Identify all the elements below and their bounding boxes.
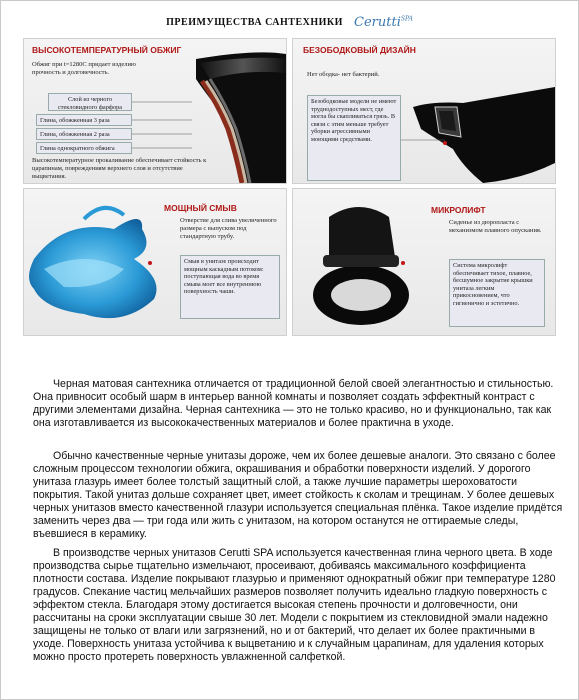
layer-label: Глина, обожженная 2 раза: [36, 128, 132, 140]
layer-label: Глина, обожженная 3 раза: [36, 114, 132, 126]
paragraph-1: Черная матовая сантехника отличается от традиционной белой своей элегантностью и стильностью. Она привносит особый шарм в интерьер ванной комнаты и позволяет создать эффектный контраст с другими элементами дизайна. Черная сантехника — это не только красиво, но и функционально, так как она изготавливается из высококачественных материалов и более практична в уходе.: [33, 378, 554, 429]
panel-intro: Отверстие для слива увеличенного размера с выпуском под стандартную трубу.: [180, 217, 277, 240]
paragraph-3: В производстве черных унитазов Cerutti SPA используется качественная глина черного цвета. В ходе производства сырье тщательно измельчают, просеивают, добиваясь максимального коэффициента плотности состава. Изделие покрывают глазурью и применяют однократный обжиг при температуре 1280 градусов. Спекание частиц мельчайших размеров позволяет получить идеально гладкую поверхность с эффектом стекла. Благодаря этому достигается высокая степень прочности и долговечности, они рассчитаны на сроки эксплуатации свыше 30 лет. Модели с покрытием из стекловидной эмали надежно защищены не только от влаги или загрязнений, но и от бактерий, что делает их более практичными в уходе. Поверхность унитаза устойчива к выцветанию и к случайным царапинам, для удаления которых можно просто протереть поверхность увлажненной салфеткой.: [33, 547, 556, 663]
paragraph-2: Обычно качественные черные унитазы дороже, чем их более дешевые аналоги. Это связано с более сложным процессом технологии обжига, окрашивания и обработки поверхности изделий. У дорогого унитаза глазурь имеет более толстый защитный слой, а также лучшие параметры шероховатости покрытия. Такой унитаз дольше сохраняет цвет, имеет стойкость к сколам и трещинам. У более дешевых черных унитазов вместо качественной глазури используется специальная плёнка. Такое изделие придётся заменить через два — три года или жить с унитазом, на котором останутся не оттираемые следы, въевшиеся в керамику.: [33, 450, 563, 540]
header-title: ПРЕИМУЩЕСТВА САНТЕХНИКИ: [166, 17, 343, 28]
panel-intro: Нет ободка- нет бактерий.: [307, 71, 380, 78]
toilet-seat-image: [299, 197, 429, 333]
layer-label: Слой из черного стекловидного фарфора: [48, 93, 132, 111]
panel-footer: Высокотемпературное прокаливание обеспечивает стойкость к царапинам, повреждениям верхнего слоя и отсутствие выцветания.: [32, 157, 207, 180]
panel-title: БЕЗОБОДКОВЫЙ ДИЗАЙН: [303, 45, 416, 55]
panel-flush: [23, 188, 287, 336]
panel-rimless: [292, 38, 556, 184]
panel-intro: Сиденье из дюропласта с механизмом плавного опускания.: [449, 219, 542, 234]
info-box: Безободковые модели не имеют труднодоступных мест, где могла бы скапливаться грязь. В связи с этим меньше требует уборки агрессивными моющими средствами.: [307, 95, 401, 181]
leader-lines: [132, 94, 202, 154]
rimless-bowl-image: [413, 67, 555, 183]
panel-title: ВЫСОКОТЕМПЕРАТУРНЫЙ ОБЖИГ: [32, 45, 182, 55]
brand-logo: Cerutti$^{SPA}$: [354, 15, 413, 30]
panel-microlift: [292, 188, 556, 336]
header: [0, 12, 579, 40]
info-box: Смыв в унитазе происходит мощным каскадным потоком: поступающая вода во время смыва моет все внутреннюю поверхность чаши.: [180, 255, 280, 319]
panel-title: МОЩНЫЙ СМЫВ: [164, 203, 237, 213]
layer-label: Глина однократного обжига: [36, 142, 132, 154]
panel-firing: [23, 38, 287, 184]
water-swirl-image: [24, 199, 174, 329]
pointer-line: [401, 135, 451, 145]
panel-title: МИКРОЛИФТ: [431, 205, 486, 215]
panel-intro: Обжиг при t=1280С придает изделию прочность и долговечность.: [32, 61, 136, 76]
info-box: Система микролифт обеспечивает тихое, плавное, бесшумное закрытие крышки унитаза легким прикосновением, что гигиенично и эстетично.: [449, 259, 545, 327]
